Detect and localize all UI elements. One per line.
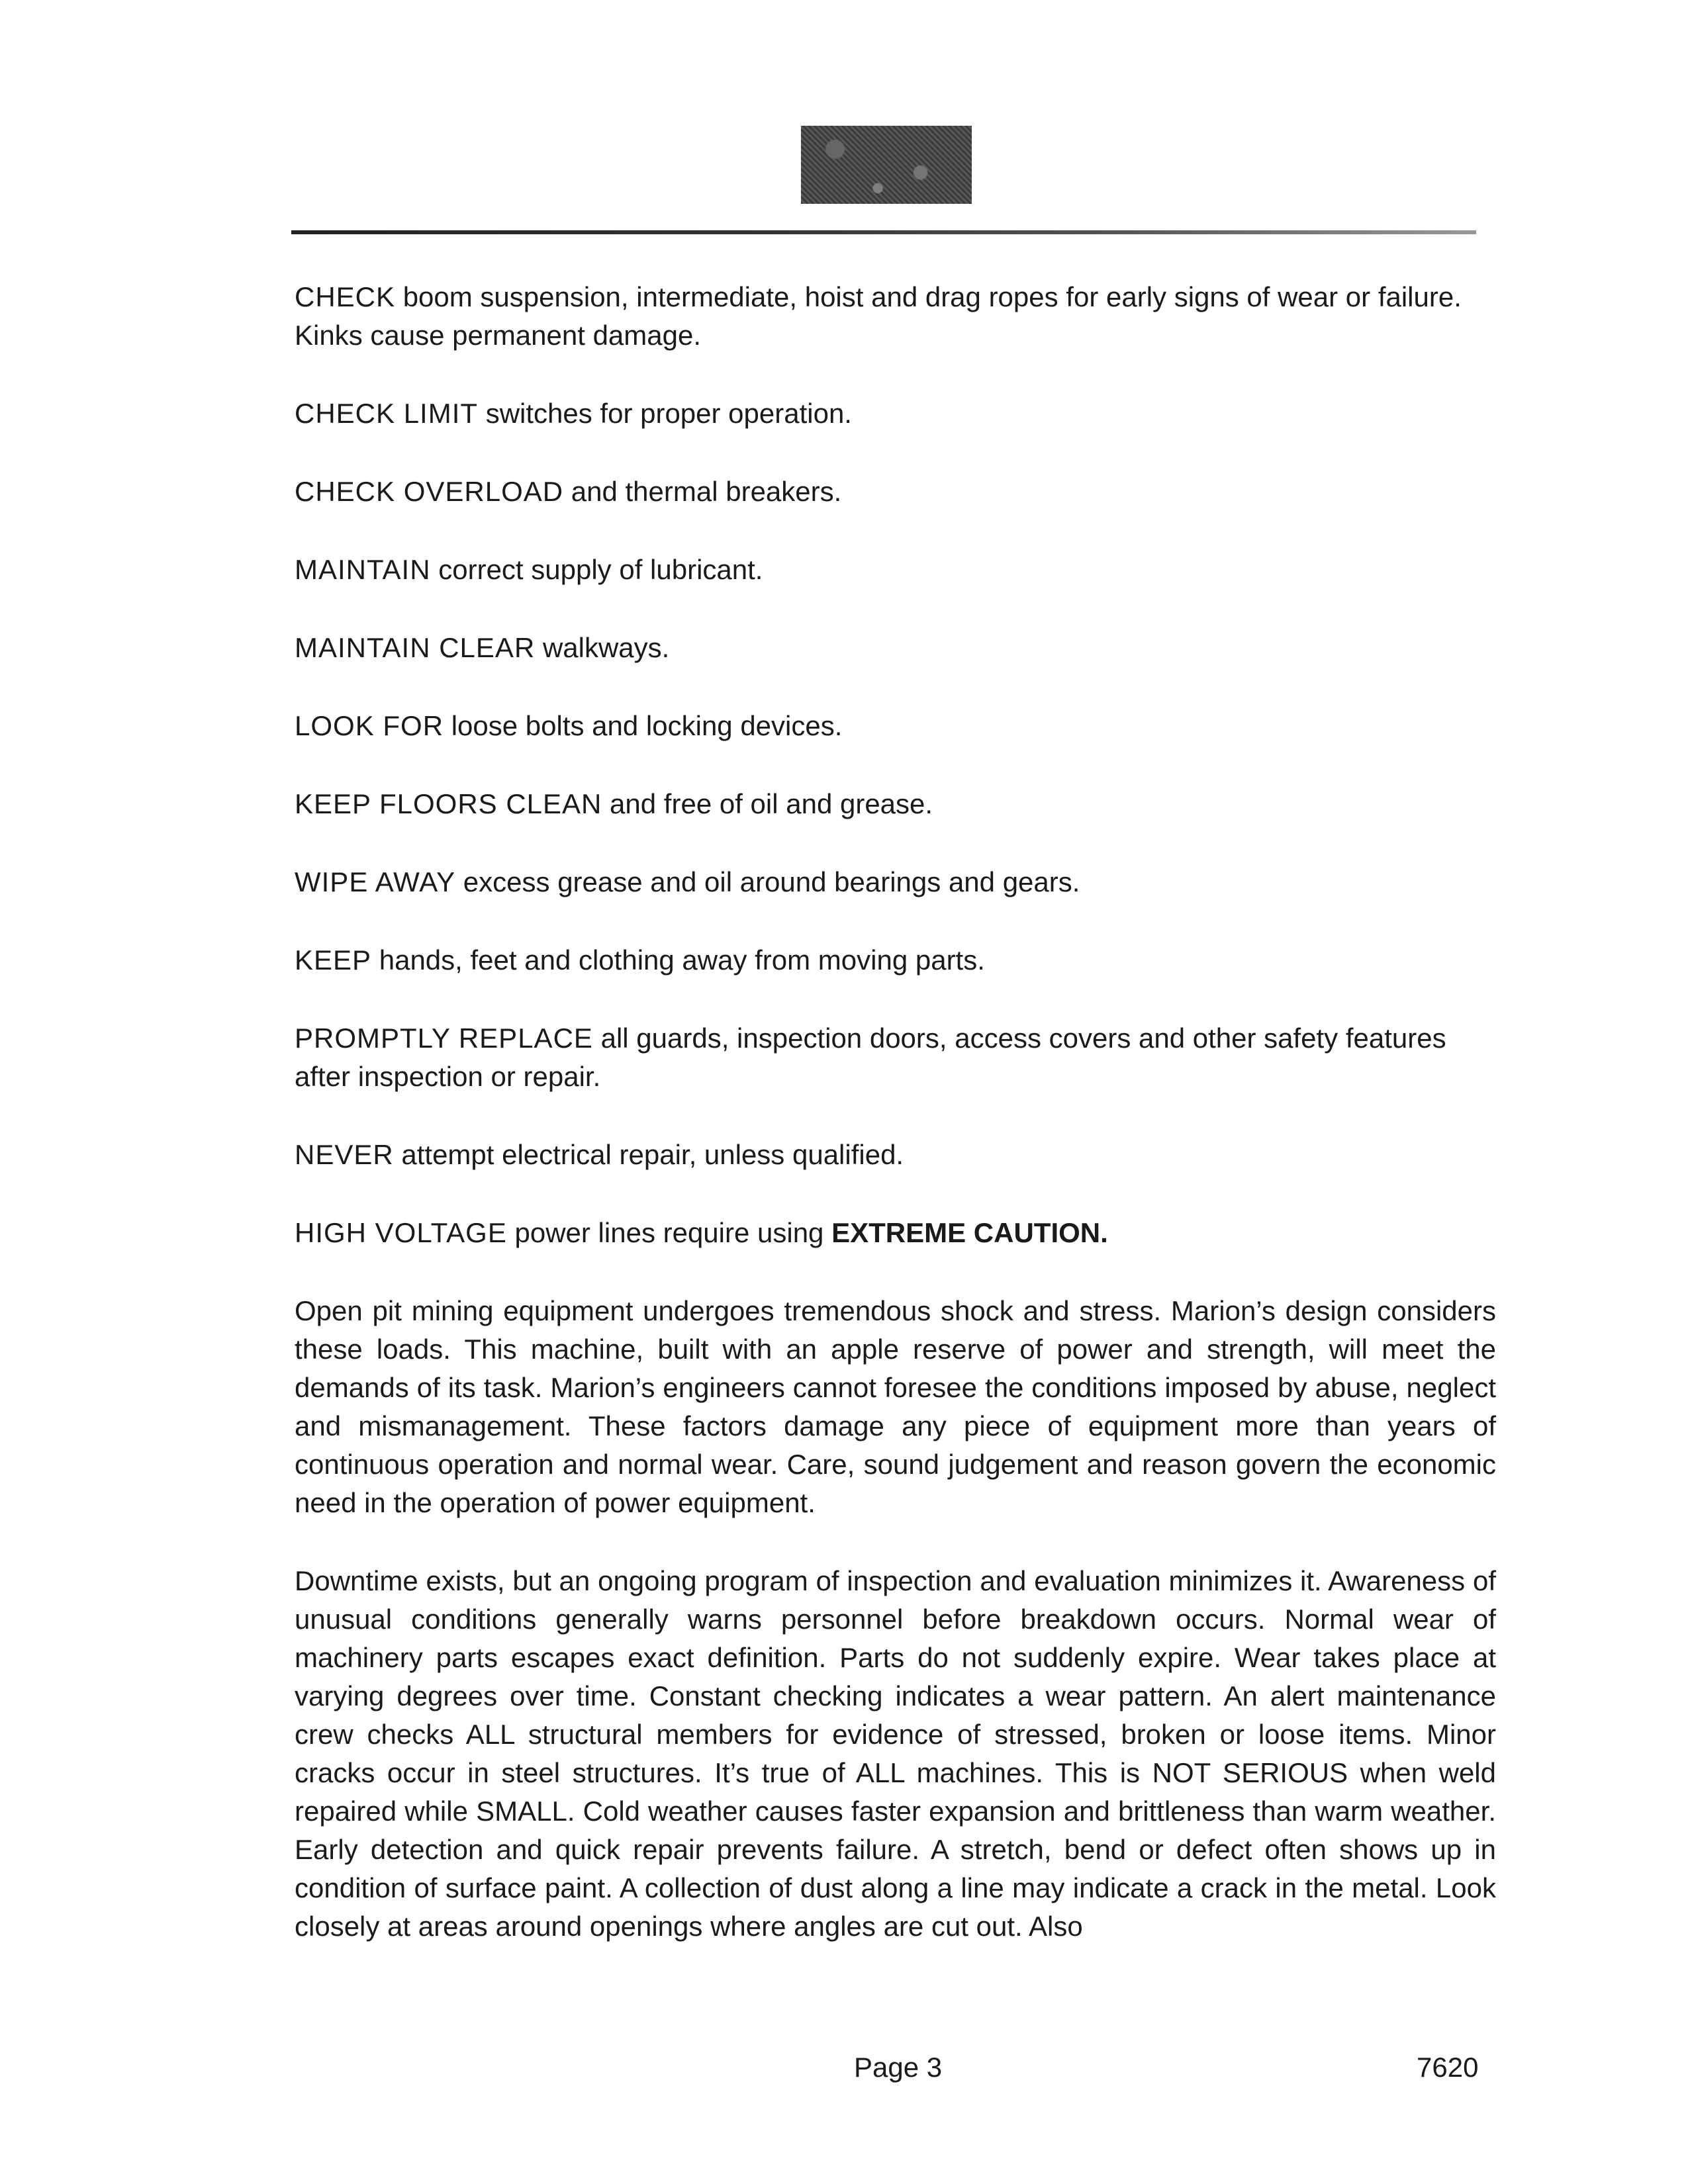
item-lead: MAINTAIN — [295, 554, 431, 585]
paragraph-open-pit: Open pit mining equipment undergoes tremendous shock and stress. Marion’s design considers these loads. This machine, built with an apple reserve of power and strength, will meet the demands of its task. Marion’s engineers cannot foresee the conditions imposed by abuse, neglect and mismanagement. These factors damage any piece of equipment more than years of continuous operation and normal wear. Care, sound judgement and reason govern the economic need in the operation of power equipment. — [295, 1295, 1496, 1518]
item-maintain-walkways — [295, 629, 1496, 667]
item-text: all guards, inspection doors, access covers and other safety features after inspection or repair. — [295, 1023, 1446, 1092]
page-number: Page 3 — [854, 2052, 943, 2083]
item-text: attempt electrical repair, unless qualified. — [393, 1139, 904, 1170]
item-check-overload — [295, 473, 1496, 511]
item-text: and free of oil and grease. — [602, 788, 933, 819]
header-rule — [291, 230, 1476, 234]
item-lead: KEEP — [295, 944, 372, 976]
item-check-limit — [295, 394, 1496, 433]
item-lead: WIPE AWAY — [295, 866, 456, 897]
item-end: . — [1100, 1217, 1108, 1248]
item-text: power lines require using — [506, 1217, 832, 1248]
item-text: hands, feet and clothing away from moving parts. — [371, 944, 985, 976]
item-never — [295, 1136, 1496, 1174]
paragraph-downtime: Downtime exists, but an ongoing program of inspection and evaluation minimizes it. Awareness of unusual conditions generally warns personnel before breakdown occurs. Normal wear of machinery parts escapes exact definition. Parts do not suddenly expire. Wear takes place at varying degrees over time. Constant checking indicates a wear pattern. An alert maintenance crew checks ALL structural members for evidence of stressed, broken or loose items. Minor cracks occur in steel structures. It’s true of ALL machines. This is NOT SERIOUS when weld repaired while SMALL. Cold weather causes faster expansion and brittleness than warm weather. Early detection and quick repair prevents failure. A stretch, bend or defect often shows up in condition of surface paint. A collection of dust along a line may indicate a crack in the metal. Look closely at areas around openings where angles are cut out. Also — [295, 1565, 1496, 1942]
item-maintain-lubricant — [295, 551, 1496, 589]
item-lead: CHECK — [295, 281, 396, 312]
item-text: walkways. — [535, 632, 670, 663]
item-text: excess grease and oil around bearings and gears. — [455, 866, 1080, 897]
item-keep-hands — [295, 941, 1496, 979]
item-wipe-away — [295, 863, 1496, 901]
item-promptly-replace — [295, 1019, 1496, 1096]
item-lead: HIGH VOLTAGE — [295, 1217, 507, 1248]
item-high-voltage — [295, 1214, 1496, 1252]
item-lead: CHECK LIMIT — [295, 398, 479, 429]
document-number: 7620 — [1417, 2052, 1479, 2083]
item-text: switches for proper operation. — [478, 398, 852, 429]
item-lead: KEEP FLOORS CLEAN — [295, 788, 602, 819]
item-lead: PROMPTLY REPLACE — [295, 1023, 593, 1054]
item-text: boom suspension, intermediate, hoist and drag ropes for early signs of wear or failure. Kinks cause permanent damage. — [295, 281, 1462, 351]
extreme-caution-emphasis: EXTREME CAUTION — [831, 1217, 1101, 1248]
item-look-for-bolts — [295, 707, 1496, 745]
item-check-ropes — [295, 278, 1496, 355]
item-lead: LOOK FOR — [295, 710, 444, 741]
item-lead: CHECK OVERLOAD — [295, 476, 564, 507]
item-text: loose bolts and locking devices. — [444, 710, 843, 741]
item-keep-floors-clean — [295, 785, 1496, 823]
company-logo — [801, 126, 972, 204]
item-lead: MAINTAIN CLEAR — [295, 632, 536, 663]
item-lead: NEVER — [295, 1139, 394, 1170]
document-body — [295, 278, 1496, 1985]
item-text: and thermal breakers. — [563, 476, 842, 507]
item-text: correct supply of lubricant. — [430, 554, 763, 585]
